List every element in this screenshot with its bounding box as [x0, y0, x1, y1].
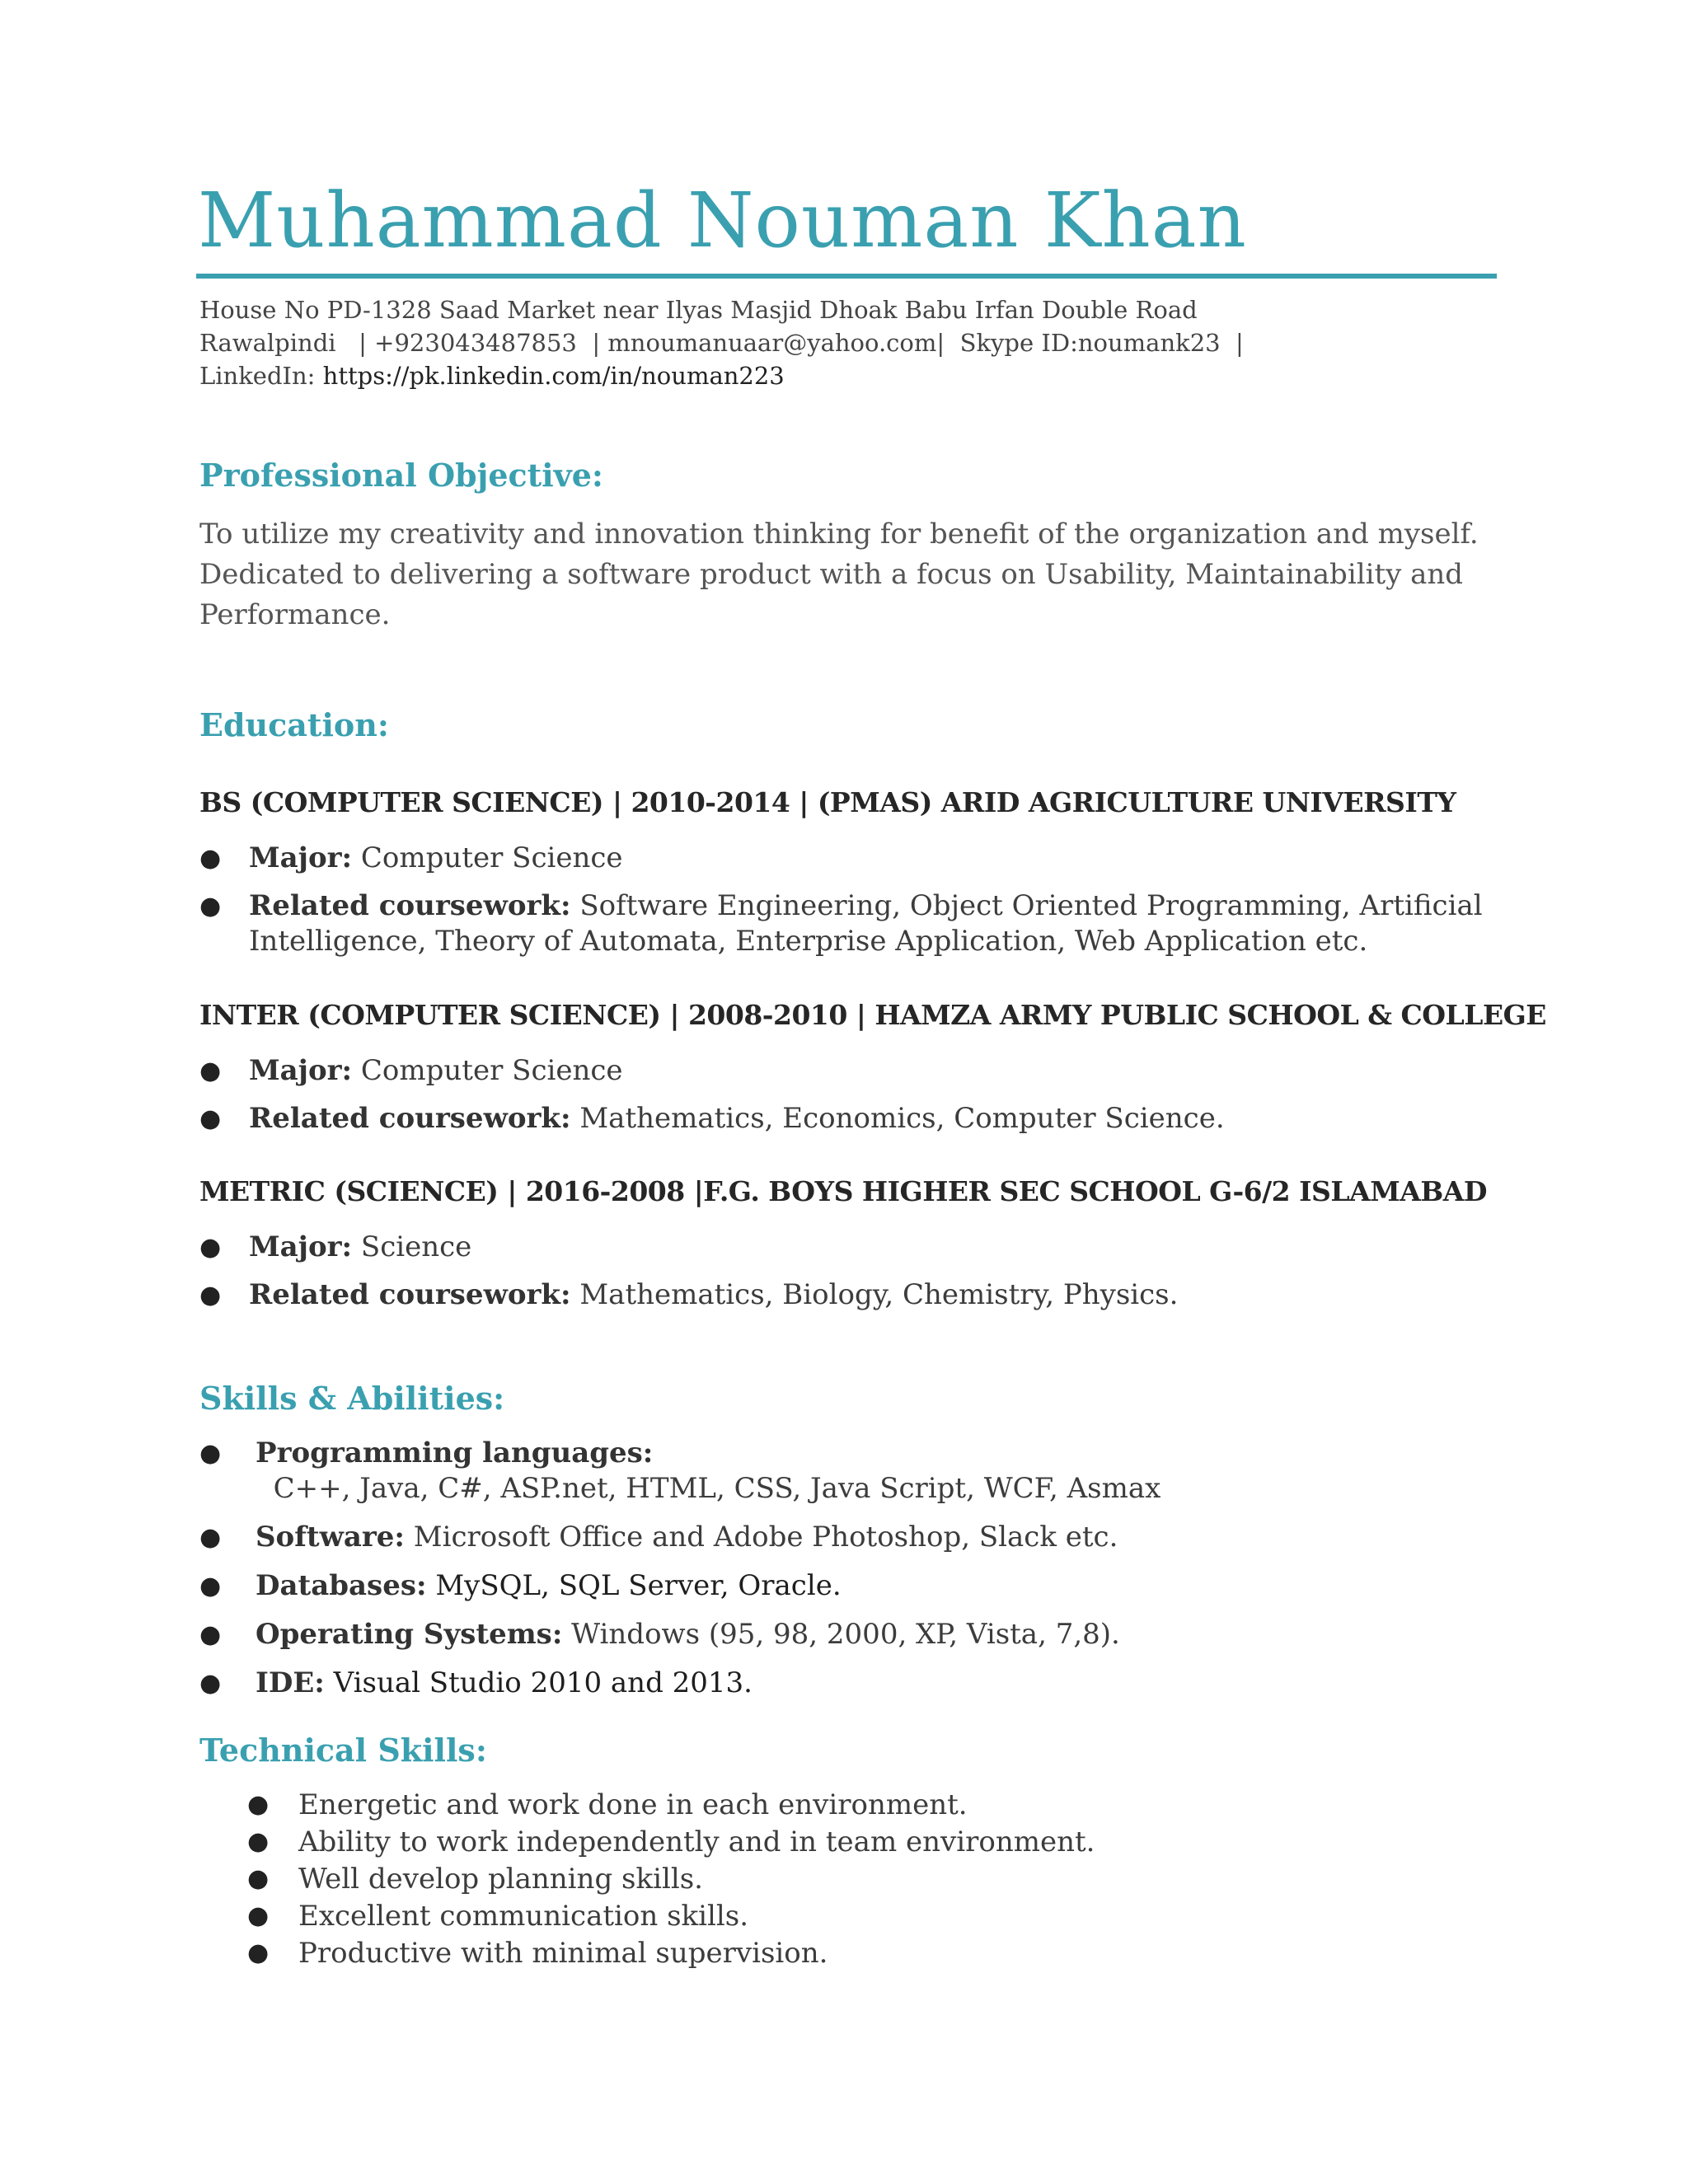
bullet-dot-icon: ●	[247, 1901, 270, 1930]
list-item	[199, 1568, 1518, 1604]
education-details-list	[199, 1230, 1485, 1325]
list-item	[199, 841, 1485, 876]
bullet-dot-icon: ●	[247, 1864, 270, 1893]
skill-label: IDE:	[256, 1666, 325, 1699]
contact-block	[199, 293, 1485, 392]
resume-name: Muhammad Nouman Khan	[198, 176, 1247, 265]
list-item	[247, 1898, 1484, 1934]
list-item	[199, 888, 1485, 959]
education-degree-title: METRIC (SCIENCE) | 2016-2008 |F.G. BOYS HIGHER SEC SCHOOL G-6/2 ISLAMABAD	[199, 1175, 1487, 1207]
technical-skill-text: Energetic and work done in each environment.	[298, 1788, 968, 1821]
coursework-value: Mathematics, Biology, Chemistry, Physics.	[570, 1278, 1179, 1311]
bullet-dot-icon: ●	[199, 1572, 222, 1601]
technical-skill-text: Excellent communication skills.	[298, 1900, 749, 1933]
technical-skill-text: Ability to work independently and in team environment.	[298, 1825, 1095, 1858]
bullet-dot-icon: ●	[199, 1233, 222, 1262]
skill-label: Programming languages:	[256, 1436, 654, 1469]
technical-skill-text: Well develop planning skills.	[298, 1863, 703, 1896]
skill-label: Software:	[256, 1521, 405, 1554]
list-item	[247, 1935, 1484, 1971]
skill-value: Visual Studio 2010 and 2013.	[324, 1666, 753, 1699]
linkedin-label: LinkedIn:	[199, 362, 323, 390]
coursework-value: Mathematics, Economics, Computer Science.	[570, 1102, 1225, 1135]
skill-value: Microsoft Office and Adobe Photoshop, Slack etc.	[404, 1521, 1118, 1554]
list-item	[247, 1861, 1484, 1897]
contact-line: Rawalpindi | +923043487853 | mnoumanuaar@yahoo.com| Skype ID:noumank23 |	[199, 329, 1244, 357]
bullet-dot-icon: ●	[247, 1938, 270, 1967]
objective-heading: Professional Objective:	[199, 457, 603, 494]
bullet-dot-icon: ●	[199, 1523, 222, 1552]
objective-text	[199, 514, 1479, 635]
bullet-dot-icon: ●	[247, 1790, 270, 1819]
bullet-dot-icon: ●	[199, 1057, 222, 1085]
coursework-value: Software Engineering, Object Oriented Programming, Artificial	[570, 889, 1483, 922]
bullet-dot-icon: ●	[247, 1827, 270, 1856]
bullet-dot-icon: ●	[199, 892, 222, 921]
skills-list	[199, 1436, 1518, 1714]
coursework-label: Related coursework:	[249, 889, 571, 922]
skills-heading: Skills & Abilities:	[199, 1380, 505, 1417]
list-item	[247, 1824, 1484, 1860]
bullet-dot-icon: ●	[199, 1104, 222, 1133]
education-degree-title: BS (COMPUTER SCIENCE) | 2010-2014 | (PMAS) ARID AGRICULTURE UNIVERSITY	[199, 786, 1456, 818]
bullet-dot-icon: ●	[199, 1669, 222, 1698]
major-label: Major:	[249, 1230, 353, 1263]
objective-line: Dedicated to delivering a software product with a focus on Usability, Maintainability and	[199, 558, 1464, 591]
technical-skills-list	[247, 1787, 1484, 1972]
address-line: House No PD-1328 Saad Market near Ilyas Masjid Dhoak Babu Irfan Double Road	[199, 296, 1198, 324]
major-value: Computer Science	[352, 841, 623, 874]
technical-skills-heading: Technical Skills:	[199, 1732, 487, 1769]
list-item	[199, 1666, 1518, 1701]
skill-value: MySQL, SQL Server, Oracle.	[426, 1569, 842, 1602]
bullet-dot-icon: ●	[199, 844, 222, 873]
skill-value: Windows (95, 98, 2000, XP, Vista, 7,8).	[562, 1618, 1120, 1651]
linkedin-link[interactable]: https://pk.linkedin.com/in/nouman223	[322, 362, 785, 390]
name-divider	[196, 274, 1497, 279]
bullet-dot-icon: ●	[199, 1281, 222, 1310]
objective-line: Performance.	[199, 598, 391, 631]
education-heading: Education:	[199, 706, 389, 743]
list-item	[199, 1053, 1485, 1089]
linkedin-line	[199, 359, 1485, 392]
list-item	[199, 1230, 1485, 1265]
bullet-dot-icon: ●	[199, 1620, 222, 1649]
bullet-dot-icon: ●	[199, 1439, 222, 1468]
objective-line: To utilize my creativity and innovation thinking for benefit of the organization and myself.	[199, 518, 1479, 551]
list-item	[199, 1277, 1485, 1313]
major-value: Computer Science	[352, 1054, 623, 1087]
technical-skill-text: Productive with minimal supervision.	[298, 1937, 828, 1970]
list-item	[199, 1617, 1518, 1652]
coursework-label: Related coursework:	[249, 1102, 571, 1135]
education-details-list	[199, 841, 1485, 972]
coursework-label: Related coursework:	[249, 1278, 571, 1311]
major-value: Science	[352, 1230, 472, 1263]
list-item	[199, 1436, 1518, 1507]
list-item	[199, 1520, 1518, 1555]
major-label: Major:	[249, 841, 353, 874]
coursework-value-continued: Intelligence, Theory of Automata, Enterprise Application, Web Application etc.	[249, 925, 1368, 958]
skill-label: Operating Systems:	[256, 1618, 563, 1651]
list-item	[247, 1787, 1484, 1823]
major-label: Major:	[249, 1054, 353, 1087]
education-details-list	[199, 1053, 1485, 1149]
education-degree-title: INTER (COMPUTER SCIENCE) | 2008-2010 | HAMZA ARMY PUBLIC SCHOOL & COLLEGE	[199, 999, 1546, 1031]
skill-value: C++, Java, C#, ASP.net, HTML, CSS, Java Script, WCF, Asmax	[256, 1472, 1161, 1505]
skill-label: Databases:	[256, 1569, 427, 1602]
list-item	[199, 1101, 1485, 1137]
